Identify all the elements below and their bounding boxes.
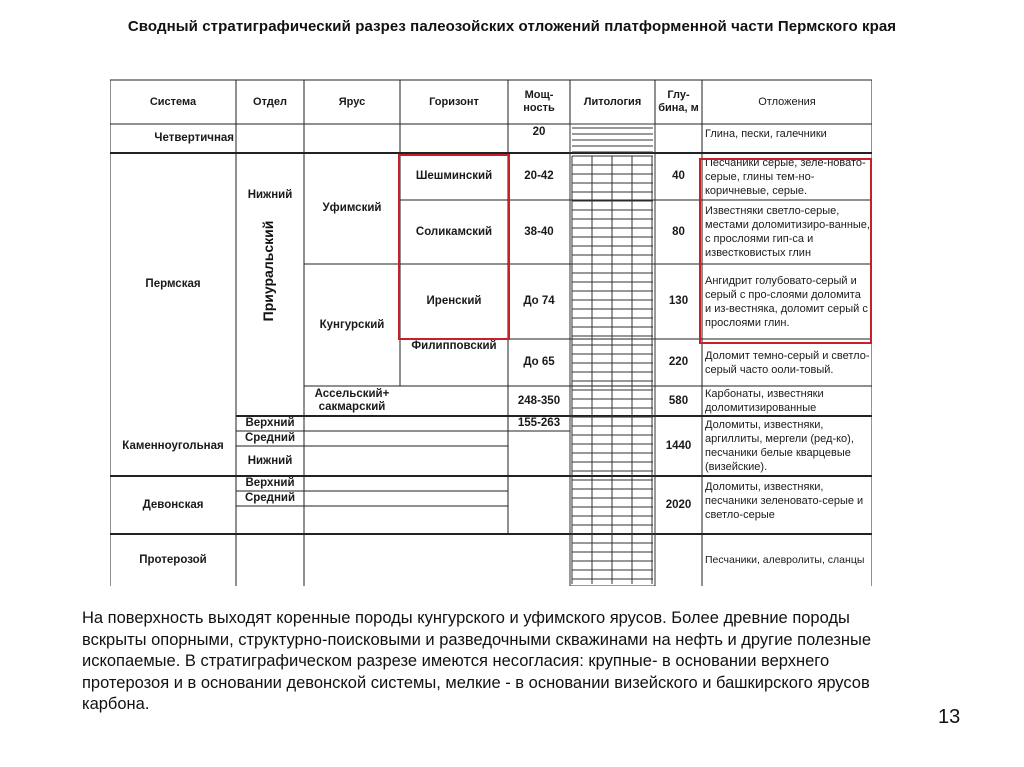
deposit-devonian: Доломиты, известняки, песчаники зеленовато-серые и светло-серые: [705, 481, 864, 521]
depth-irensky: 130: [668, 295, 689, 307]
header-thickness: Мощ-ность: [523, 89, 555, 114]
deposit-sheshminsky: Песчаники серые, зеле-новато-серые, глины тем-но-коричневые, серые.: [705, 157, 866, 197]
division-dev-upper: Верхний: [245, 477, 295, 489]
system-carboniferous: Каменноугольная: [122, 439, 224, 452]
highlight-deposits: [699, 158, 872, 344]
thickness-asselsky: 248-350: [517, 394, 561, 407]
system-proterozoic: Протерозой: [139, 553, 207, 566]
highlight-horizons: [398, 154, 510, 340]
horizon-filippovsky: Филипповский: [411, 339, 497, 352]
depth-sheshminsky: 40: [672, 170, 685, 182]
deposit-carboniferous: Доломиты, известняки, аргиллиты, мергели (ред-ко), песчаники белые кварцевые (визейские).: [705, 419, 854, 473]
thickness-carboniferous: 155-263: [517, 417, 561, 429]
stage-asselsky: Ассельский+ сакмарский: [314, 388, 390, 413]
deposit-proterozoic: Песчаники, алевролиты, сланцы: [705, 554, 865, 566]
system-permian: Пермская: [145, 278, 201, 290]
header-deposits: Отложения: [758, 95, 816, 108]
deposit-asselsky: Карбонаты, известняки доломитизированные: [705, 388, 824, 414]
deposit-quaternary: Глина, пески, галечники: [705, 128, 827, 140]
thickness-quaternary: 20: [532, 125, 546, 138]
depth-solikamsky: 80: [672, 225, 685, 238]
division-dev-middle: Средний: [244, 492, 296, 504]
depth-carboniferous: 1440: [665, 439, 692, 452]
page-title: Сводный стратиграфический разрез палеозойских отложений платформенной части Пермского края: [127, 18, 897, 35]
lithology-column: [570, 124, 655, 586]
thickness-solikamsky: 38-40: [524, 225, 554, 238]
stage-ufimsky: Уфимский: [322, 202, 382, 214]
thickness-filippovsky: До 65: [523, 356, 555, 368]
header-stage: Ярус: [338, 95, 366, 108]
depth-asselsky: 580: [668, 394, 689, 407]
stage-kungursky: Кунгурский: [319, 318, 385, 331]
header-depth: Глу-бина, м: [658, 89, 699, 114]
depth-filippovsky: 220: [668, 356, 689, 368]
thickness-irensky: До 74: [523, 295, 555, 307]
header-division: Отдел: [253, 95, 287, 108]
deposit-filippovsky: Доломит темно-серый и светло-серый часто ооли-товый.: [705, 349, 870, 376]
header-horizon: Горизонт: [429, 95, 479, 108]
division-priuralsky: Приуральский: [260, 220, 276, 322]
division-carb-upper: Верхний: [245, 417, 295, 429]
horizon-sheshminsky: Шешминский: [415, 170, 493, 182]
description-text: [82, 608, 902, 716]
description-paragraph: На поверхность выходят коренные породы кунгурского и уфимского ярусов. Более древние породы вскрыты опорными, структурно-поисковыми и разведочными скважинами на нефть и другие полезные ископаемые. В стратиграфическом разрезе имеются несогласия: крупные- в основании верхнего протерозоя и в основании девонской системы, мелкие - в основании визейского и башкирского ярусов карбона.: [82, 609, 872, 713]
horizon-irensky: Иренский: [426, 295, 482, 307]
deposit-solikamsky: Известняки светло-серые, местами доломитизиро-ванные, с прослоями гип-са и известковистых глин: [705, 205, 870, 259]
depth-devonian: 2020: [665, 498, 692, 511]
horizon-solikamsky: Соликамский: [415, 225, 493, 238]
page-number: 13: [938, 706, 961, 728]
system-quaternary: Четвертичная: [154, 132, 234, 144]
system-devonian: Девонская: [142, 498, 204, 511]
header-lithology: Литология: [583, 95, 642, 108]
thickness-sheshminsky: 20-42: [524, 170, 554, 182]
header-system: Система: [149, 95, 197, 108]
deposit-irensky: Ангидрит голубовато-серый и серый с про-слоями доломита и из-вестняка, доломит серый с прослоями глин.: [705, 274, 868, 329]
division-carb-middle: Средний: [244, 432, 296, 444]
division-permian-lower: Нижний: [247, 188, 293, 201]
stratigraphic-table: [110, 78, 872, 586]
division-carb-lower: Нижний: [247, 454, 293, 467]
